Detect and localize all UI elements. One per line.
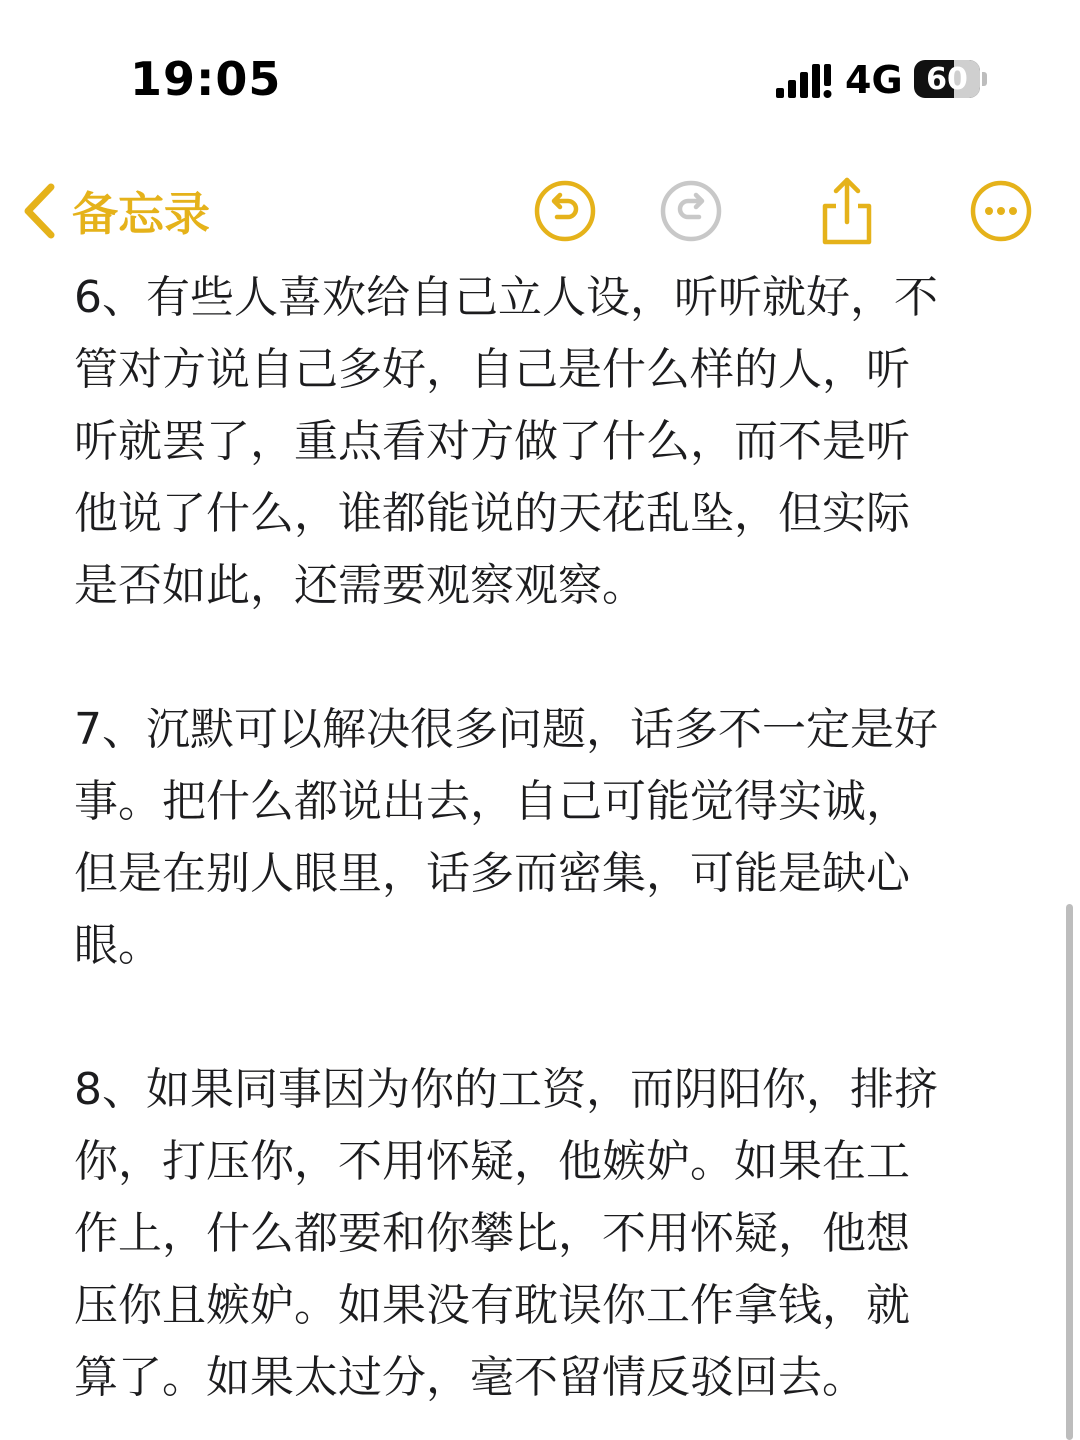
status-bar: [0, 0, 1080, 160]
cellular-signal-icon: [776, 60, 832, 100]
more-button[interactable]: [966, 176, 1036, 246]
share-button[interactable]: [812, 176, 882, 246]
network-type: 4G: [845, 58, 903, 102]
note-paragraph-8[interactable]: 8、如果同事因为你的工资，而阴阳你，排挤 你，打压你，不用怀疑，他嫉妒。如果在工 作上，什么都要和你攀比，不用怀疑，他想 压你且嫉妒。如果没有耽误你工作拿钱，就 算了。如果太过分，毫不留情反驳回去。: [74, 1064, 938, 1403]
share-icon: [812, 176, 882, 246]
status-time: 19:05: [130, 52, 282, 106]
chevron-left-icon: [18, 181, 60, 241]
back-button[interactable]: [18, 176, 210, 246]
paragraph-gap: [74, 982, 1014, 1054]
note-paragraph-6[interactable]: 6、有些人喜欢给自己立人设，听听就好，不 管对方说自己多好，自己是什么样的人，听 听就罢了，重点看对方做了什么，而不是听 他说了什么，谁都能说的天花乱坠，但实际 是否如此，还需要观察观察。: [74, 272, 938, 611]
undo-icon: [530, 176, 600, 246]
battery-level: 60: [926, 62, 968, 97]
undo-button[interactable]: [530, 176, 600, 246]
scroll-indicator[interactable]: [1066, 904, 1073, 1440]
back-label: 备忘录: [72, 187, 210, 241]
redo-icon: [656, 176, 726, 246]
note-body[interactable]: [74, 262, 1014, 1414]
nav-bar: [0, 160, 1080, 260]
paragraph-gap: [74, 622, 1014, 694]
redo-button[interactable]: [656, 176, 726, 246]
battery-tip: [982, 72, 987, 86]
battery-icon: [914, 60, 980, 98]
more-icon: [966, 176, 1036, 246]
note-paragraph-7[interactable]: 7、沉默可以解决很多问题，话多不一定是好 事。把什么都说出去，自己可能觉得实诚， 但是在别人眼里，话多而密集，可能是缺心 眼。: [74, 704, 938, 971]
